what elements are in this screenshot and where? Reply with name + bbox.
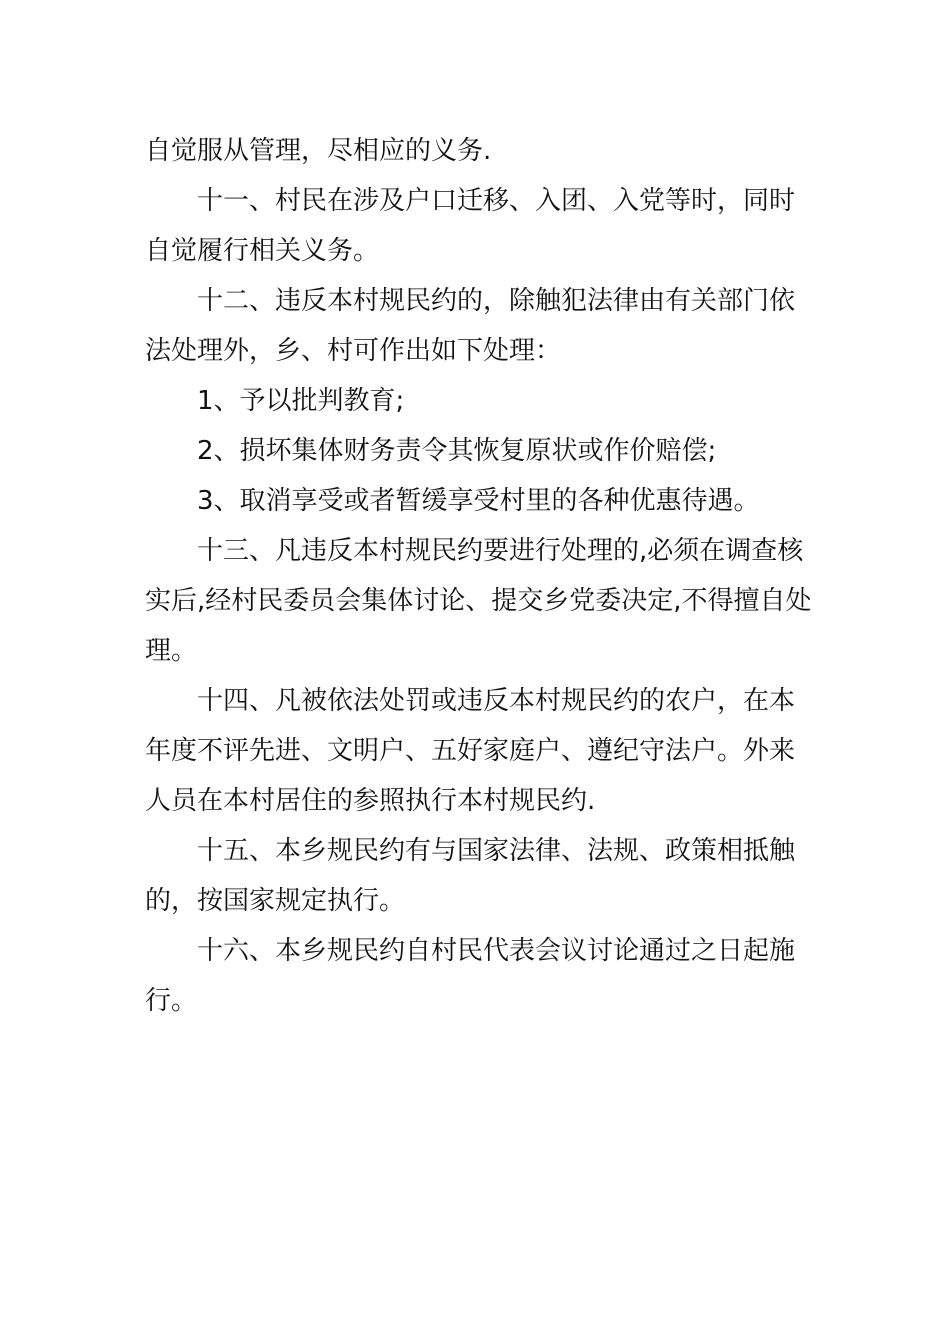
text-line: 年度不评先进、文明户、五好家庭户、遵纪守法户。外来 (145, 736, 796, 766)
text-line-article-16: 十六、本乡规民约自村民代表会议讨论通过之日起施 (197, 936, 796, 966)
text-line: 行。 (145, 986, 198, 1016)
text-line-item-3: 3、取消享受或者暂缓享受村里的各种优惠待遇。 (197, 486, 760, 516)
text-line-item-2: 2、损坏集体财务责令其恢复原状或作价赔偿; (197, 436, 717, 466)
text-line: 的，按国家规定执行。 (145, 886, 406, 916)
text-line-article-15: 十五、本乡规民约有与国家法律、法规、政策相抵触 (197, 836, 796, 866)
text-line: 人员在本村居住的参照执行本村规民约. (145, 786, 596, 816)
text-line-article-13: 十三、凡违反本村规民约要进行处理的,必须在调查核 (197, 536, 804, 566)
text-line: 自觉履行相关义务。 (145, 236, 380, 266)
document-body (145, 126, 810, 1026)
text-line-item-1: 1、予以批判教育; (197, 386, 405, 416)
text-line: 实后,经村民委员会集体讨论、提交乡党委决定,不得擅自处 (145, 586, 812, 616)
text-line-article-14: 十四、凡被依法处罚或违反本村规民约的农户，在本 (197, 686, 796, 716)
text-line-article-12: 十二、违反本村规民约的，除触犯法律由有关部门依 (197, 286, 796, 316)
text-line-article-11: 十一、村民在涉及户口迁移、入团、入党等时，同时 (197, 186, 796, 216)
text-line: 法处理外，乡、村可作出如下处理： (145, 336, 562, 366)
text-line: 理。 (145, 636, 198, 666)
text-line: 自觉服从管理，尽相应的义务. (145, 136, 492, 166)
